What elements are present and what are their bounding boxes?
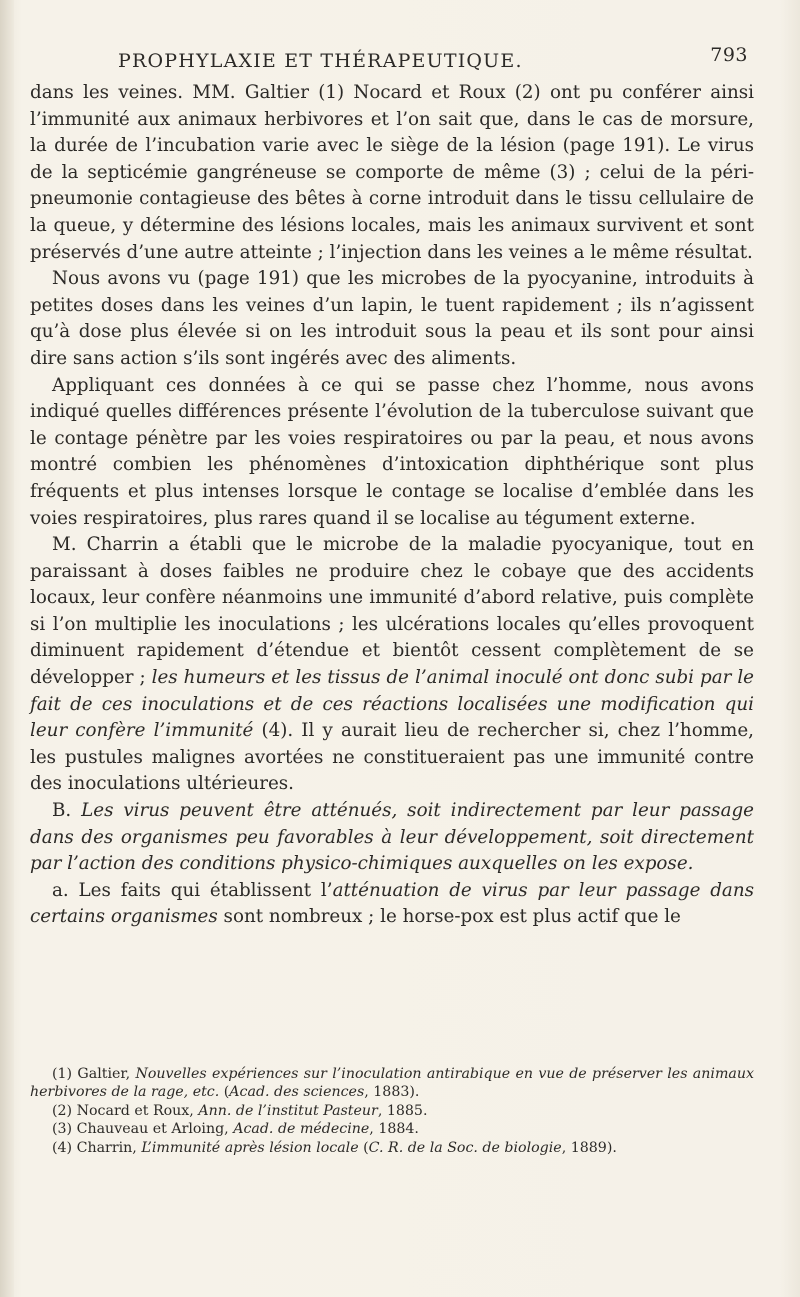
text-run: B. — [52, 800, 82, 822]
text-run: a. Les faits qui établissent l’ — [52, 879, 333, 901]
italic-run: Nouvelles expériences sur l’inoculation antirabique en vue de préserver les animaux herbivores de la rage, etc. — [30, 1066, 754, 1101]
text-run: M. Charrin a établi que le microbe de la maladie pyocyanique, tout en paraissant à doses faibles ne produire chez le cobaye que des accidents locaux, leur confère néanmoins une immunité d’abord relative, puis complète si l’on multiplie les inoculations ; les ulcérations locales qu’elles provoquent diminuent rapidement d’étendue et bientôt cessent complètement de se développer ; — [30, 534, 754, 689]
body-text — [30, 80, 754, 931]
running-title: PROPHYLAXIE ET THÉRAPEUTIQUE. — [118, 50, 523, 72]
text-run: , 1885. — [377, 1102, 428, 1119]
footnote — [30, 1102, 754, 1120]
text-run: ( — [219, 1084, 230, 1101]
text-run: (2) Nocard et Roux, — [52, 1102, 199, 1119]
italic-run: Acad. de médecine — [233, 1121, 370, 1138]
paragraph — [30, 878, 754, 931]
paragraph — [30, 373, 754, 533]
paragraph — [30, 80, 754, 266]
text-run: Appliquant ces données à ce qui se passe chez l’homme, nous avons indiqué quelles différences présente l’évolution de la tuberculose suivant que le contage pénètre par les voies respiratoires ou par la peau, et nous avons montré combien les phénomènes d’intoxication diphthérique sont plus fréquents et plus intenses lorsque le contage se localise d’emblée dans les voies respiratoires, plus rares quand il se localise au tégument externe. — [30, 374, 754, 529]
italic-run: Les virus peuvent être atténués, soit indirectement par leur passage dans des organismes peu favorables à leur développement, soit directement par l’action des conditions physico-chimiques auxquelles on les expose. — [30, 800, 754, 875]
text-run: (1) Galtier, — [52, 1066, 136, 1082]
italic-run: Ann. de l’institut Pasteur — [198, 1102, 378, 1119]
paragraph — [30, 266, 754, 372]
footnote — [30, 1065, 754, 1102]
italic-run: C. R. de la Soc. de biologie — [368, 1139, 562, 1156]
italic-run: Acad. des sciences — [229, 1084, 365, 1101]
footnote — [30, 1120, 754, 1138]
page-number: 793 — [710, 44, 748, 66]
text-run: , 1883). — [364, 1084, 420, 1101]
text-run: ( — [358, 1139, 369, 1156]
italic-run: atténuation de virus par leur passage dans certains organismes — [30, 879, 754, 928]
footnotes — [30, 1065, 754, 1157]
text-run: dans les veines. MM. Galtier (1) Nocard et Roux (2) ont pu conférer ainsi l’immunité aux animaux herbivores et l’on sait que, dans le cas de morsure, la durée de l’incubation varie avec le siège de la lésion (page 191). Le virus de la septicémie gangréneuse se comporte de même (3) ; celui de la péri-pneumonie contagieuse des bêtes à corne introduit dans le tissu cellulaire de la queue, y détermine des lésions locales, mais les animaux survivent et sont préservés d’une autre atteinte ; l’injection dans les veines a le même résultat. — [30, 82, 754, 263]
italic-run: L’immunité après lésion locale — [141, 1139, 359, 1156]
text-run: (4) Charrin, — [52, 1139, 142, 1156]
running-head — [118, 44, 748, 78]
text-run: , 1884. — [369, 1121, 419, 1138]
footnote — [30, 1139, 754, 1157]
text-run: Nous avons vu (page 191) que les microbes de la pyocyanine, introduits à petites doses dans les veines d’un lapin, le tuent rapidement ; ils n’agissent qu’à dose plus élevée si on les introduit sous la peau et ils sont pour ainsi dire sans action s’ils sont ingérés avec des aliments. — [30, 268, 754, 369]
paragraph — [30, 532, 754, 798]
text-run: , 1889). — [561, 1139, 617, 1156]
text-run: (3) Chauveau et Arloing, — [52, 1121, 234, 1138]
text-run: (4). Il y aurait lieu de rechercher si, chez l’homme, les pustules malignes avortées ne constitueraient pas une immunité contre des inoculations ultérieures. — [30, 720, 754, 795]
text-run: sont nombreux ; le horse-pox est plus actif que le — [217, 906, 681, 928]
paragraph — [30, 798, 754, 878]
page-binding-edge — [0, 0, 14, 1297]
italic-run: les humeurs et les tissus de l’animal inoculé ont donc subi par le fait de ces inoculations et de ces réactions localisées une modification qui leur confère l’immunité — [30, 667, 754, 742]
